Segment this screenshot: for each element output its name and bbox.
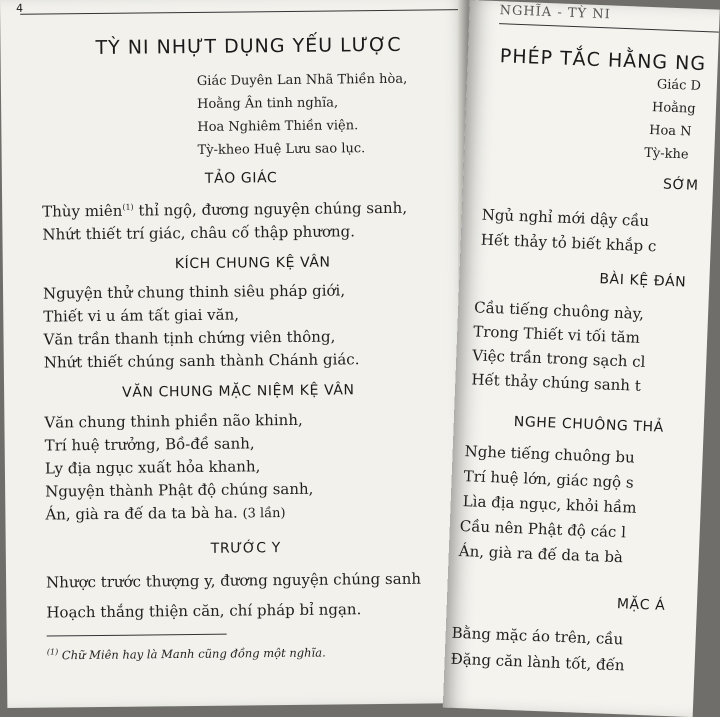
verse-line xyxy=(42,199,407,221)
page-title: TỲ NI NHỰT DỤNG YẾU LƯỢC xyxy=(95,33,402,60)
author-line-4: Tỳ-kheo Huệ Lưu sao lục. xyxy=(197,141,366,158)
verse-line: Nguyện thành Phật độ chúng sanh, xyxy=(45,479,314,501)
verse-line: Cầu nên Phật độ các l xyxy=(459,517,627,542)
verse-line xyxy=(45,503,285,524)
section-heading-tao-giac: TẢO GIÁC xyxy=(204,170,278,187)
verse-line: Hết thảy chúng sanh t xyxy=(471,370,642,395)
verse-line: Văn trần thanh tịnh chứng viên thông, xyxy=(43,327,336,349)
footnote-marker: (1) xyxy=(46,647,59,657)
verse-line: Nhược trước thượng y, đương nguyện chúng sanh xyxy=(46,569,422,592)
verse-line-start: Thùy miên xyxy=(42,201,123,221)
footnote-rule xyxy=(47,634,227,637)
verse-line: Trí huệ trưởng, Bồ-đề sanh, xyxy=(44,434,255,455)
author-line-1: Giác Duyên Lan Nhã Thiền hòa, xyxy=(196,71,408,89)
header-rule xyxy=(20,9,460,15)
verse-line: Bằng mặc áo trên, cầu xyxy=(451,623,624,649)
running-header: NGHĨA - TỲ NI xyxy=(499,3,612,23)
verse-line-text: Án, già ra đế da ta bà ha. xyxy=(45,503,238,524)
verse-line: Ly địa ngục xuất hỏa khanh, xyxy=(44,457,261,478)
author-line-1: Giác D xyxy=(656,77,702,94)
section-heading-truoc-y: TRƯỚC Y xyxy=(210,540,281,557)
verse-line: Hoạch thắng thiện căn, chí pháp bỉ ngạn. xyxy=(46,600,362,622)
author-line-4: Tỳ-khe xyxy=(643,145,689,163)
verse-line: Văn chung thinh phiền não khinh, xyxy=(44,410,303,432)
verse-line: Việc trần trong sạch cl xyxy=(472,346,646,371)
repeat-note: (3 lần) xyxy=(242,506,286,522)
page-title: PHÉP TẮC HẰNG NG xyxy=(499,45,707,76)
verse-line: Nhứt thiết trí giác, châu cố thập phương. xyxy=(42,222,356,244)
section-heading-bai-ke: BÀI KỆ ĐÁN xyxy=(599,271,687,291)
author-line-3: Hoa Nghiêm Thiền viện. xyxy=(197,118,359,135)
footnote-ref: (1) xyxy=(122,202,134,212)
section-heading-kich-chung: KÍCH CHUNG KỆ VÂN xyxy=(174,254,331,273)
author-line-2: Hoằng Ân tinh nghĩa, xyxy=(197,95,339,112)
header-rule xyxy=(499,23,719,32)
author-line-3: Hoa N xyxy=(648,122,692,140)
verse-line: Án, già ra đế da ta bà xyxy=(458,541,624,567)
verse-line: Đặng căn lành tốt, đến xyxy=(450,649,625,675)
verse-line-rest: thỉ ngộ, đương nguyện chúng sanh, xyxy=(133,198,408,220)
footnote-text: Chữ Miên hay là Manh cũng đồng một nghĩa. xyxy=(61,645,326,663)
section-heading-som: SỚM xyxy=(662,176,699,194)
verse-line: Lìa địa ngục, khỏi hầm xyxy=(462,492,637,517)
section-heading-nghe-chuong: NGHE CHUÔNG THẢ xyxy=(513,413,665,436)
page-number: 4 xyxy=(16,1,24,15)
verse-line: Trong Thiết vi tối tăm xyxy=(472,322,641,347)
right-page xyxy=(443,0,720,717)
verse-line: Nguyện thử chung thinh siêu pháp giới, xyxy=(42,281,346,303)
footnote xyxy=(47,645,326,663)
verse-line: Nhứt thiết chúng sanh thành Chánh giác. xyxy=(43,350,360,372)
section-heading-mac-ao: MẶC Á xyxy=(616,596,666,614)
verse-line: Ngủ nghỉ mới dậy cầu xyxy=(481,205,650,231)
section-heading-van-chung: VĂN CHUNG MẶC NIỆM KỆ VÂN xyxy=(122,382,355,401)
author-line-2: Hoằng xyxy=(651,100,696,117)
verse-line: Trí huệ lớn, giác ngộ s xyxy=(463,467,634,492)
verse-line: Nghe tiếng chuông bu xyxy=(464,442,636,467)
verse-line: Hết thảy tỏ biết khắp c xyxy=(480,230,657,256)
verse-line: Cầu tiếng chuông này, xyxy=(473,298,645,323)
verse-line: Thiết vi u ám tất giai văn, xyxy=(43,305,240,326)
